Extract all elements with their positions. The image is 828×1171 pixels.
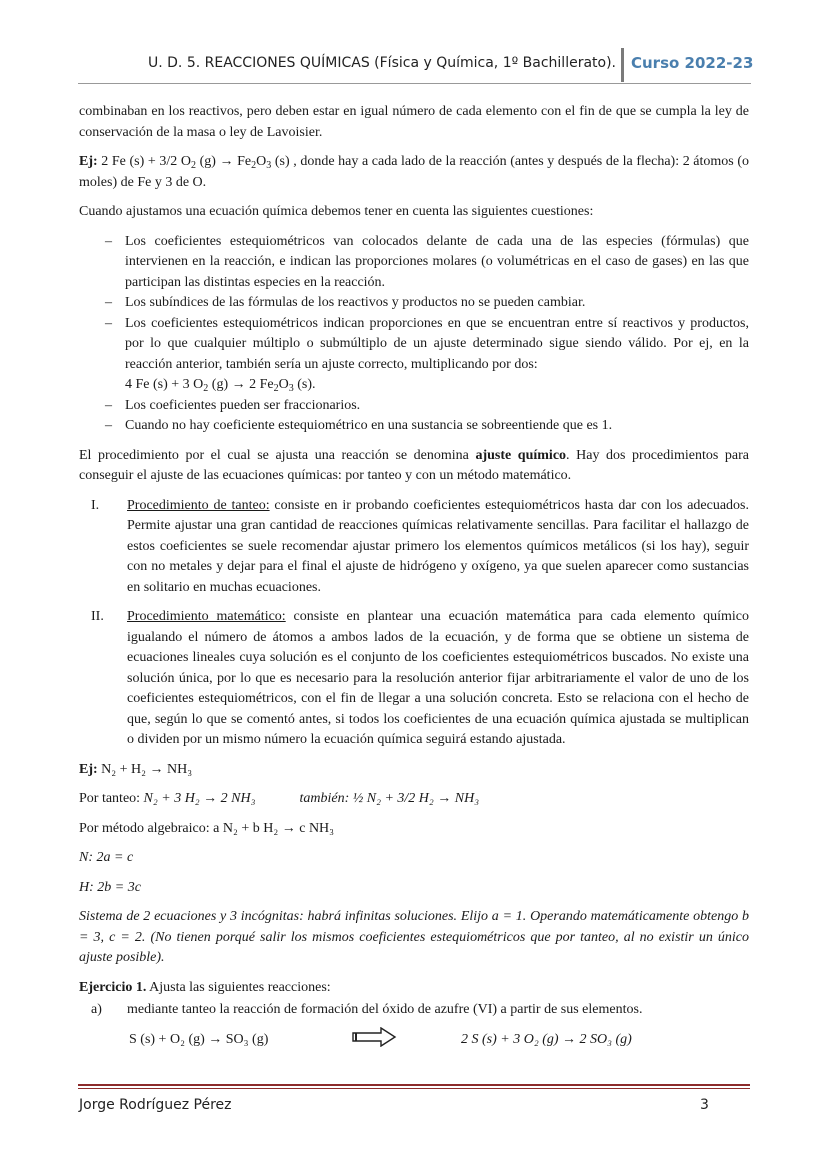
paragraph-1: combinaban en los reactivos, pero deben estar en igual número de cada elemento con el fin de que se cumpla la ley de conservación de la masa o ley de Lavoisier.	[79, 104, 749, 140]
footer-rule-thin	[78, 1088, 750, 1089]
roman-title: Procedimiento matemático:	[127, 609, 286, 624]
exercise-item-marker: a)	[91, 1002, 102, 1017]
header-title: U. D. 5. REACCIONES QUÍMICAS (Física y Química, 1º Bachillerato).	[147, 55, 616, 71]
algebraic-line	[79, 819, 749, 840]
subscript: 3	[266, 160, 272, 171]
h-equation: H: 2b = 3c	[79, 879, 141, 895]
n-equation: N: 2a = c	[79, 850, 134, 865]
subscript: 2	[251, 160, 257, 171]
subscript: 2	[203, 383, 209, 394]
algebraic-label: Por método algebraico:	[79, 820, 210, 836]
exercise-item-a	[79, 1000, 749, 1021]
example-label: Ej:	[79, 154, 98, 169]
bullet-text: Los coeficientes pueden ser fraccionarios.	[125, 397, 361, 413]
footer-page-number: 3	[700, 1097, 709, 1113]
eq-part: 2 Fe (s) + 3/2 O	[101, 154, 191, 169]
bullet-marker: –	[105, 397, 112, 413]
roman-item-ii	[79, 607, 749, 751]
footer-rule	[78, 1084, 750, 1086]
roman-marker: I.	[91, 497, 100, 513]
bullet-marker: –	[105, 315, 112, 331]
list-item	[79, 314, 749, 396]
exercise-heading	[79, 978, 749, 999]
page-body	[79, 102, 749, 1054]
example-1	[79, 152, 749, 193]
exercise-label: Ejercicio 1.	[79, 979, 147, 995]
page-header	[0, 0, 828, 90]
tanteo-label: Por tanteo:	[79, 791, 141, 806]
tanteo-equation: N₂ + 3 H₂ → 2 NH₃	[143, 791, 256, 806]
tanteo-line	[79, 789, 749, 810]
text-part: . Hay dos procedimientos para conseguir el ajuste de las ecuaciones químicas: por tanteo y con un método matemático.	[79, 447, 749, 483]
list-item	[79, 416, 749, 437]
eq-part: O	[256, 154, 267, 169]
bullet-text: Los coeficientes estequiométricos van colocados delante de cada una de las especies (fórmulas) que intervienen en la reacción, e indican las proporciones molares (o volumétricas en el caso de gases) en las que participan las distintas especies en la reacción.	[125, 233, 749, 290]
header-separator	[621, 48, 624, 82]
bullet-marker: –	[105, 295, 112, 310]
exercise-rhs: 2 S (s) + 3 O₂ (g) → 2 SO₃ (g)	[461, 1032, 632, 1047]
paragraph-3	[79, 446, 749, 487]
subscript: 2	[190, 160, 196, 171]
exercise-answer-row	[129, 1027, 749, 1055]
example-text: , donde hay a cada lado de la reacción (antes y después de la flecha): 2 átomos (o moles) de Fe y 3 de O.	[79, 154, 750, 190]
eq-part: (g) → Fe	[195, 154, 252, 169]
roman-text	[127, 496, 749, 599]
list-item	[79, 232, 749, 294]
list-item	[79, 293, 749, 314]
eq-part: O	[278, 377, 289, 392]
algebraic-equation: a N₂ + b H₂ → c NH₃	[213, 820, 335, 836]
header-rule	[78, 83, 751, 84]
exercise-item-text: mediante tanteo la reacción de formación del óxido de azufre (VI) a partir de sus elementos.	[127, 1002, 643, 1017]
bullet-marker: –	[105, 233, 112, 249]
example-2	[79, 760, 749, 781]
header-year: Curso 2022-23	[631, 54, 754, 72]
fat-arrow-icon	[351, 1027, 461, 1055]
eq-part: (s).	[293, 377, 316, 392]
bullet-marker: –	[105, 418, 112, 433]
subscript: 2	[273, 383, 279, 394]
eq-part: (s)	[271, 154, 290, 169]
text-part: El procedimiento por el cual se ajusta una reacción se denomina	[79, 447, 476, 463]
roman-text	[127, 607, 749, 751]
subscript: 3	[288, 383, 294, 394]
bullet-text	[125, 314, 749, 396]
eq-part: (g) → 2 Fe	[208, 377, 274, 392]
footer-author: Jorge Rodríguez Pérez	[79, 1097, 232, 1113]
exercise-lhs: S (s) + O₂ (g) → SO₃ (g)	[129, 1032, 269, 1047]
list-item	[79, 396, 749, 417]
tanteo-alt-equation: también: ½ N₂ + 3/2 H₂ → NH₃	[299, 791, 480, 806]
roman-marker: II.	[91, 609, 104, 624]
roman-item-i	[79, 496, 749, 599]
bullet-list	[79, 232, 749, 437]
system-paragraph: Sistema de 2 ecuaciones y 3 incógnitas: habrá infinitas soluciones. Elijo a = 1. Operando matemáticamente obtengo b = 3, c = 2. (No tienen porqué salir los mismos coeficientes estequiométricos que por tanteo, al no existir un único ajuste posible).	[79, 909, 749, 965]
bullet-text: Cuando no hay coeficiente estequiométrico en una sustancia se sobreentiende que es 1.	[125, 418, 613, 433]
exercise-text: Ajusta las siguientes reacciones:	[146, 979, 331, 995]
paragraph-2: Cuando ajustamos una ecuación química debemos tener en cuenta las siguientes cuestiones:	[79, 204, 594, 219]
roman-title: Procedimiento de tanteo:	[127, 497, 270, 513]
example-equation: N₂ + H₂ → NH₃	[101, 761, 193, 777]
eq-part: 4 Fe (s) + 3 O	[125, 377, 204, 392]
roman-body: consiste en plantear una ecuación matemática para cada elemento químico igualando el número de átomos a ambos lados de la ecuación, y de forma que se obtiene un sistema de ecuaciones lineales cuya solución es el conjunto de los coeficientes estequiométricos buscados. No existe una solución única, por lo que es necesario para la resolución anterior fijar arbitrariamente el valor de uno de los coeficientes estequiométricos, con el fin de llegar a una solución concreta. Esto se relaciona con el hecho de que, según lo que se comentó antes, si todos los coeficientes de una ecuación química ajustada se multiplican o dividen por un mismo número la ecuación química seguirá estando ajustada.	[127, 609, 749, 747]
bold-term: ajuste químico	[475, 447, 567, 463]
bullet-text: Los subíndices de las fórmulas de los reactivos y productos no se pueden cambiar.	[125, 295, 586, 310]
example-label: Ej:	[79, 761, 98, 777]
bullet-text-part: Los coeficientes estequiométricos indican proporciones en que se encuentran entre sí reactivos y productos, por lo que cualquier múltiplo o submúltiplo de un ajuste determinado sigue siendo válido. Por ej, en la reacción anterior, también sería un ajuste correcto, multiplicando por dos:	[125, 315, 749, 372]
roman-body: consiste en ir probando coeficientes estequiométricos hasta dar con los adecuados. Permite ajustar una gran cantidad de reacciones químicas relativamente sencillas. Para facilitar el hallazgo de estos coeficientes se suele recomendar ajustar primero los elementos químicos metálicos (si los hay), seguir con no metales y dejar para el final el ajuste de hidrógeno y oxígeno, ya que suelen aparecer como sustancias en solitario en muchas ecuaciones.	[127, 497, 749, 595]
